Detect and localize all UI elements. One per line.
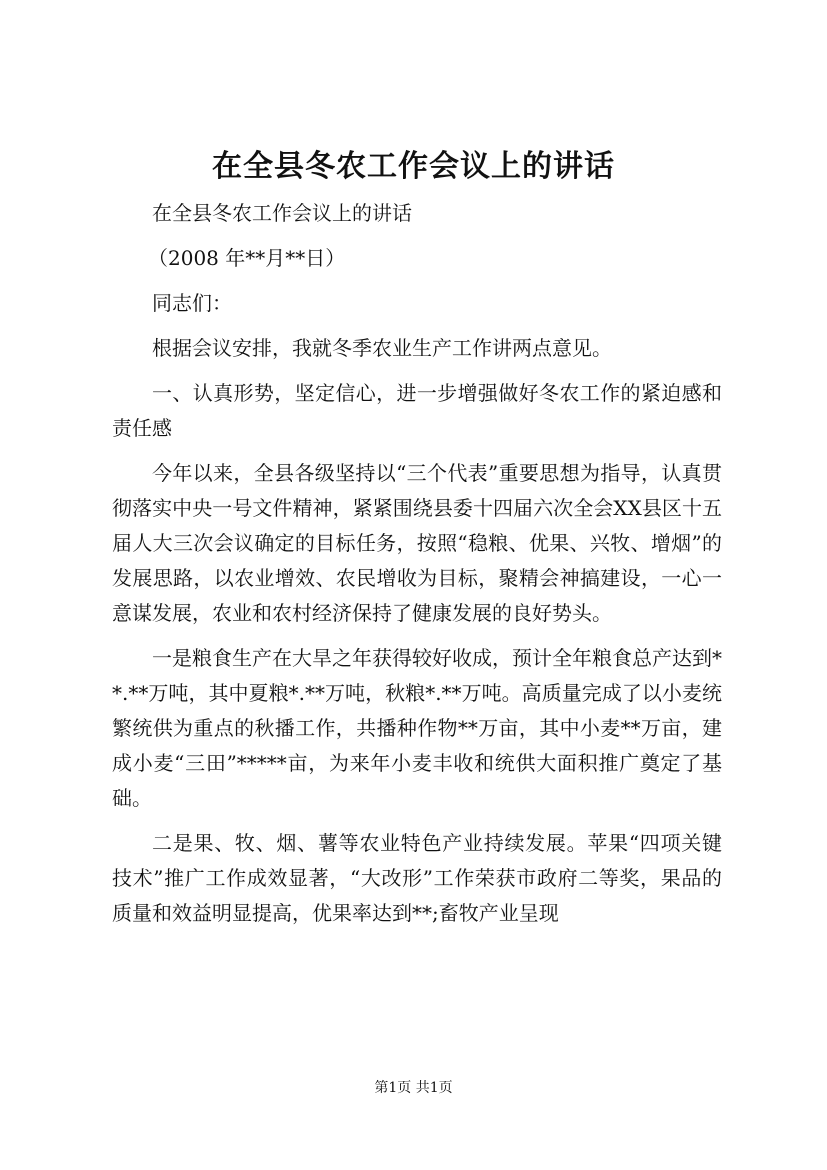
paragraph-salutation: 同志们： [152, 291, 232, 315]
document-title: 在全县冬农工作会议上的讲话 [212, 149, 615, 184]
page-footer: 第1页 共1页 [374, 1080, 453, 1096]
paragraph-industry: 二是果、牧、烟、薯等农业特色产业持续发展。苹果“四项关键技术”推广工作成效显著，“大改形”工作荣获市政府二等奖，果品的质量和效益明显提高，优果率达到**;畜牧产业呈现 [112, 831, 722, 925]
paragraph-date: （2008 年**月**日） [148, 246, 346, 270]
document-body [112, 196, 722, 931]
paragraph-subtitle: 在全县冬农工作会议上的讲话 [152, 201, 412, 225]
paragraph-heading-one: 一、认真形势，坚定信心，进一步增强做好冬农工作的紧迫感和责任感 [112, 381, 722, 440]
paragraph-overview: 今年以来，全县各级坚持以“三个代表”重要思想为指导，认真贯彻落实中央一号文件精神，紧紧围绕县委十四届六次全会XX县区十五届人大三次会议确定的目标任务，按照“稳粮、优果、兴牧、增烟”的发展思路，以农业增效、农民增收为目标，聚精会神搞建设，一心一意谋发展，农业和农村经济保持了健康发展的良好势头。 [112, 461, 722, 625]
paragraph-intro: 根据会议安排，我就冬季农业生产工作讲两点意见。 [152, 336, 612, 360]
paragraph-grain: 一是粮食生产在大旱之年获得较好收成，预计全年粮食总产达到**.**万吨，其中夏粮*.**万吨，秋粮*.**万吨。高质量完成了以小麦统繁统供为重点的秋播工作，共播种作物**万亩，其中小麦**万亩，建成小麦“三田”*****亩，为来年小麦丰收和统供大面积推广奠定了基础。 [112, 646, 722, 810]
